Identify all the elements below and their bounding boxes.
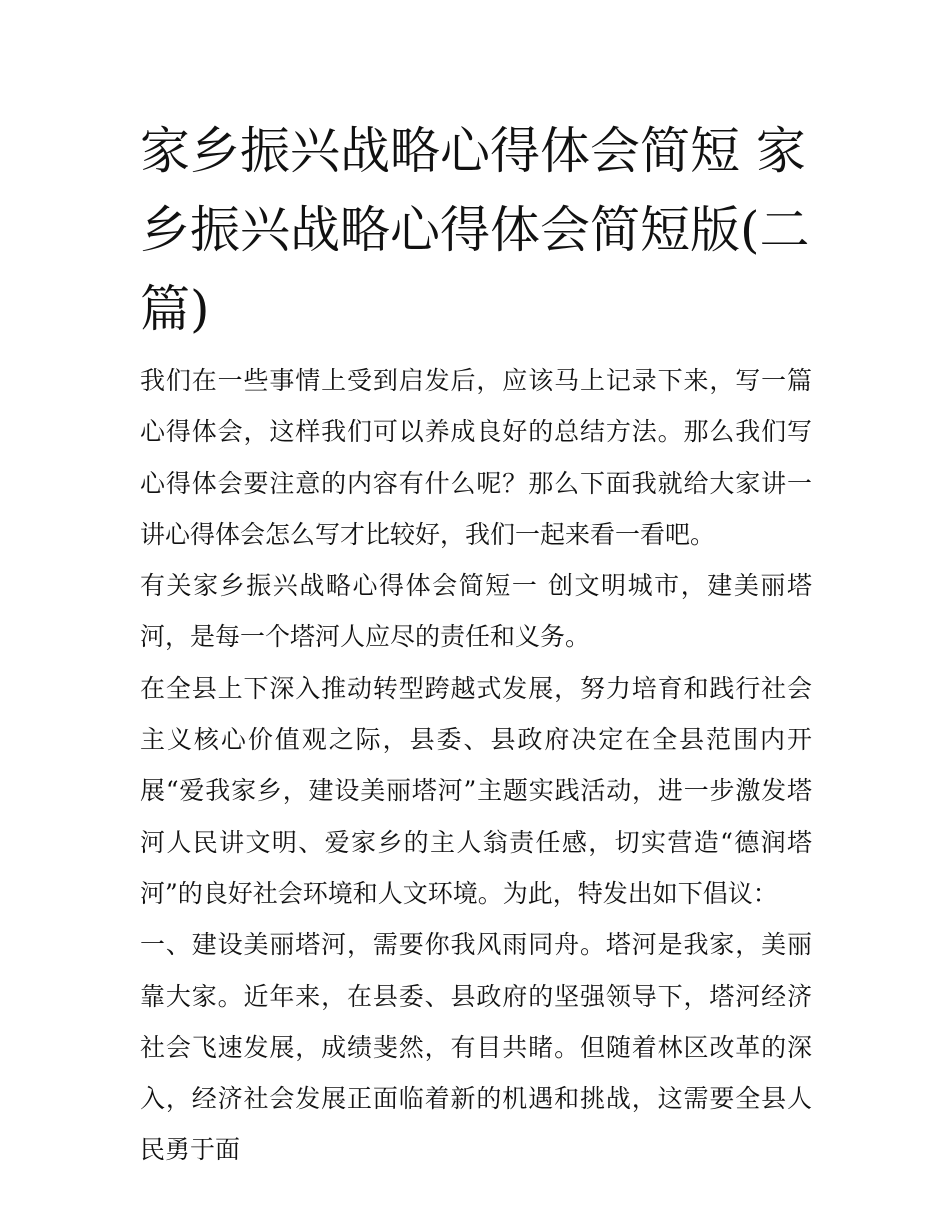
paragraph-point-one: 一、建设美丽塔河，需要你我风雨同舟。塔河是我家，美丽靠大家。近年来，在县委、县政府的坚强领导下，塔河经济社会飞速发展，成绩斐然，有目共睹。但随着林区改革的深入，经济社会发展正面临着新的机遇和挑战，这需要全县人民勇于面 bbox=[140, 930, 812, 1165]
paragraph-section-one: 有关家乡振兴战略心得体会简短一 创文明城市，建美丽塔河，是每一个塔河人应尽的责任和义务。 bbox=[140, 571, 812, 652]
paragraph-initiative: 在全县上下深入推动转型跨越式发展，努力培育和践行社会主义核心价值观之际，县委、县政府决定在全县范围内开展“爱我家乡，建设美丽塔河”主题实践活动，进一步激发塔河人民讲文明、爱家乡的主人翁责任感，切实营造“德润塔河”的良好社会环境和人文环境。为此，特发出如下倡议： bbox=[140, 673, 812, 908]
paragraph-intro: 我们在一些事情上受到启发后，应该马上记录下来，写一篇心得体会，这样我们可以养成良好的总结方法。那么我们写心得体会要注意的内容有什么呢？那么下面我就给大家讲一讲心得体会怎么写才比较好，我们一起来看一看吧。 bbox=[140, 366, 812, 549]
document-content bbox=[140, 112, 812, 1176]
document-body bbox=[140, 355, 812, 1176]
document-title: 家乡振兴战略心得体会简短 家乡振兴战略心得体会简短版(二篇) bbox=[140, 122, 810, 338]
